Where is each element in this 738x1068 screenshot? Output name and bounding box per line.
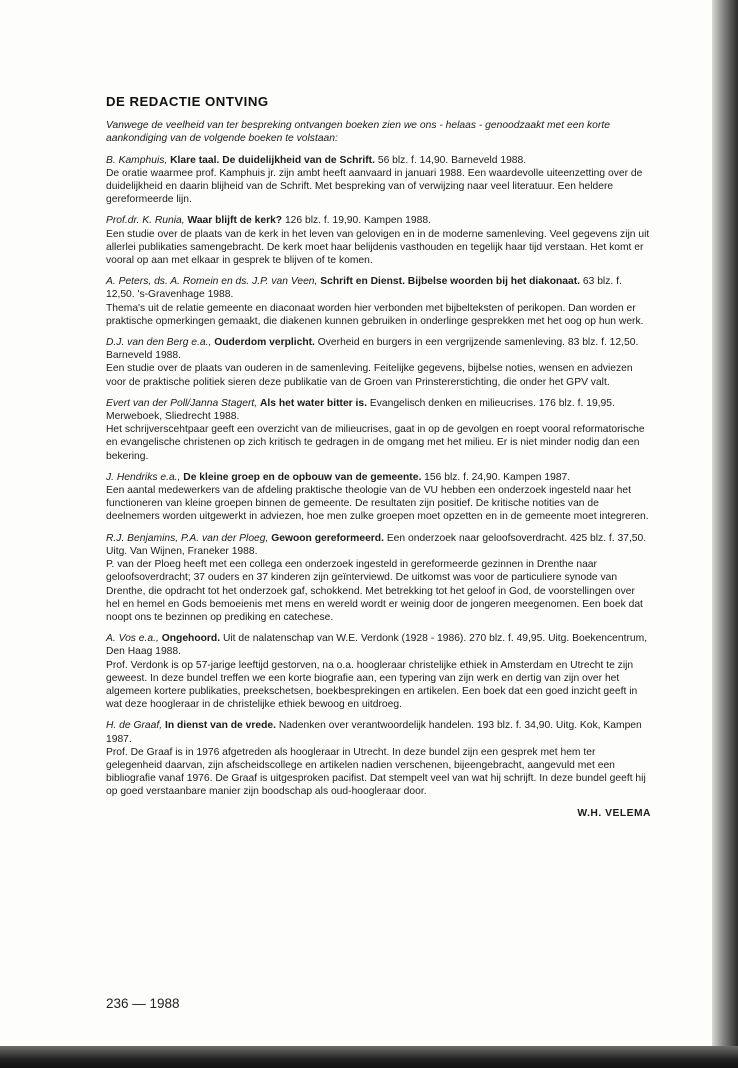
book-entry	[106, 471, 651, 524]
book-citation	[106, 632, 651, 658]
book-description: P. van der Ploeg heeft met een collega een onderzoek ingesteld in gereformeerde gezinnen in Drenthe naar geloofsoverdracht; 37 ouders en 37 kinderen zijn geïnterviewd. De uitkomst was voor de particuliere synode van Drenthe, die opdracht tot het onderzoek gaf, schokkend. Met betrekking tot het geloof in God, de voorstellingen over hel en hemel en Gods bemoeienis met mens en wereld wordt er weinig door de jongeren meegenomen. Een boek dat noopt ons te bezinnen op prediking en catechese.	[106, 559, 643, 623]
book-entry	[106, 275, 651, 328]
book-description: Een aantal medewerkers van de afdeling praktische theologie van de VU hebben een onderzoek ingesteld naar het functioneren van kleine groepen binnen de gemeente. De resultaten zijn positief. De kritische notities van de deelnemers worden uitgewerkt in adviezen, hoe men zulke groepen moet opzetten en in de gemeente moet integreren.	[106, 485, 649, 523]
book-author: J. Hendriks e.a.,	[106, 471, 181, 483]
scan-border-right	[712, 0, 738, 1068]
book-entry	[106, 632, 651, 711]
book-author: R.J. Benjamins, P.A. van der Ploeg,	[106, 532, 269, 544]
book-citation	[106, 532, 651, 558]
book-description: De oratie waarmee prof. Kamphuis jr. zijn ambt heeft aanvaard in januari 1988. Een waardevolle uiteenzetting over de duidelijkheid en daarin blijheid van de Schrift. Met bespreking van of verwijzing naar veel literatuur. Een heldere gereformeerde lijn.	[106, 167, 643, 206]
book-author: Evert van der Poll/Janna Stagert,	[106, 397, 258, 409]
article-intro: Vanwege de veelheid van ter bespreking ontvangen boeken zien we ons - helaas - genoodzaakt met een korte aankondiging van de volgende boeken te volstaan:	[106, 120, 610, 145]
book-title: Ongehoord.	[161, 633, 221, 645]
book-description: Prof. Verdonk is op 57-jarige leeftijd gestorven, na o.a. hoogleraar christelijke ethiek in Amsterdam en Utrecht te zijn geweest. In deze bundel treffen we een korte biografie aan, een typering van zijn werk en dertig van zijn over het algemeen kortere publikaties, preekschetsen, boekbesprekingen en artikelen. Een boek dat een goed inzicht geeft in wat deze hoogleraar in de christelijke ethiek bewoog en uitdroeg.	[106, 659, 638, 711]
book-details: Overheid en burgers in een vergrijzende samenleving. 83 blz. f. 12,50. Barneveld 1988.	[106, 337, 639, 362]
book-title: Gewoon gereformeerd.	[271, 532, 384, 544]
book-citation	[106, 275, 651, 301]
book-author: A. Peters, ds. A. Romein en ds. J.P. van Veen,	[106, 276, 318, 288]
scan-border-bottom	[0, 1046, 738, 1068]
book-author: H. de Graaf,	[106, 720, 163, 732]
page-number: 236 — 1988	[106, 996, 180, 1011]
book-citation	[106, 471, 651, 484]
book-details: Nadenken over verantwoordelijk handelen. 193 blz. f. 34,90. Uitg. Kok, Kampen 1987.	[106, 720, 642, 745]
book-entry	[106, 532, 651, 624]
book-author: A. Vos e.a.,	[106, 633, 159, 645]
book-description: Een studie over de plaats van de kerk in het leven van gelovigen en in de moderne samenleving. Veel gegevens zijn uit allerlei publikaties samengebracht. De kerk moet haar belijdenis vasthouden en tegelijk haar tijd verstaan. Het komt er vooral op aan met elkaar in gesprek te blijven of te komen.	[106, 228, 650, 267]
book-details: 56 blz. f. 14,90. Barneveld 1988.	[374, 154, 527, 166]
article	[106, 95, 651, 820]
book-author: B. Kamphuis,	[106, 154, 168, 166]
book-title: In dienst van de vrede.	[164, 720, 276, 732]
book-entry	[106, 719, 651, 798]
book-citation	[106, 719, 651, 745]
book-description: Het schrijverscehtpaar geeft een overzicht van de milieucrises, gaat in op de gevolgen en roept vooral reformatorische en evangelische christenen op zich kritisch te gedragen in de omgang met het milieu. Er is niet minder nodig dan een bekering.	[106, 424, 645, 462]
book-description: Een studie over de plaats van ouderen in de samenleving. Feitelijke gegevens, bijbelse noties, wensen en adviezen voor de praktische politiek sieren deze publikatie van de Groen van Prinstererstichting, die onder het GPV valt.	[106, 363, 633, 388]
book-entry	[106, 154, 651, 207]
book-title: Als het water bitter is.	[259, 397, 367, 409]
book-list	[106, 154, 651, 799]
book-author: D.J. van den Berg e.a.,	[106, 337, 212, 349]
book-citation	[106, 214, 651, 227]
book-citation	[106, 336, 651, 362]
article-heading: DE REDACTIE ONTVING	[106, 94, 269, 109]
book-title: Ouderdom verplicht.	[214, 337, 315, 349]
book-title: Waar blijft de kerk?	[187, 215, 283, 227]
book-description: Prof. De Graaf is in 1976 afgetreden als hoogleraar in Utrecht. In deze bundel zijn een gesprek met hem ter gelegenheid daarvan, zijn afscheidscollege en artikelen nadien verschenen, bijeengebracht, aangevuld met een bibliografie vanaf 1976. De Graaf is uitgesproken pacifist. Dat stempelt veel van wat hij schrijft. In deze bundel geeft hij op goed verstaanbare manier zijn boodschap als oud-hoogleraar door.	[106, 746, 646, 798]
book-details: Evangelisch denken en milieucrises. 176 blz. f. 19,95. Merweboek, Sliedrecht 1988.	[106, 397, 615, 423]
signature: W.H. VELEMA	[577, 807, 651, 819]
book-details: 126 blz. f. 19,90. Kampen 1988.	[282, 215, 431, 227]
book-details: Een onderzoek naar geloofsoverdracht. 425 blz. f. 37,50. Uitg. Van Wijnen, Franeker 1988.	[106, 532, 647, 557]
book-title: De kleine groep en de opbouw van de gemeente.	[183, 471, 422, 483]
book-details: Uit de nalatenschap van W.E. Verdonk (1928 - 1986). 270 blz. f. 49,95. Uitg. Boekencentrum, Den Haag 1988.	[106, 633, 648, 658]
book-author: Prof.dr. K. Runia,	[106, 215, 185, 227]
book-title: Schrift en Dienst. Bijbelse woorden bij het diakonaat.	[320, 276, 581, 288]
book-entry	[106, 397, 651, 463]
book-title: Klare taal. De duidelijkheid van de Schrift.	[170, 154, 375, 166]
book-description: Thema's uit de relatie gemeente en diaconaat worden hier verbonden met bijbelteksten of perikopen. Dan worden er praktische opmerkingen gemaakt, die diakenen kunnen gebruiken in onderlinge gesprekken met het oog op hun werk.	[106, 302, 644, 327]
book-citation	[106, 397, 651, 423]
book-citation	[106, 154, 651, 167]
book-details: 63 blz. f. 12,50. 's-Gravenhage 1988.	[106, 276, 622, 301]
book-entry	[106, 214, 651, 267]
book-entry	[106, 336, 651, 389]
book-details: 156 blz. f. 24,90. Kampen 1987.	[421, 471, 571, 483]
